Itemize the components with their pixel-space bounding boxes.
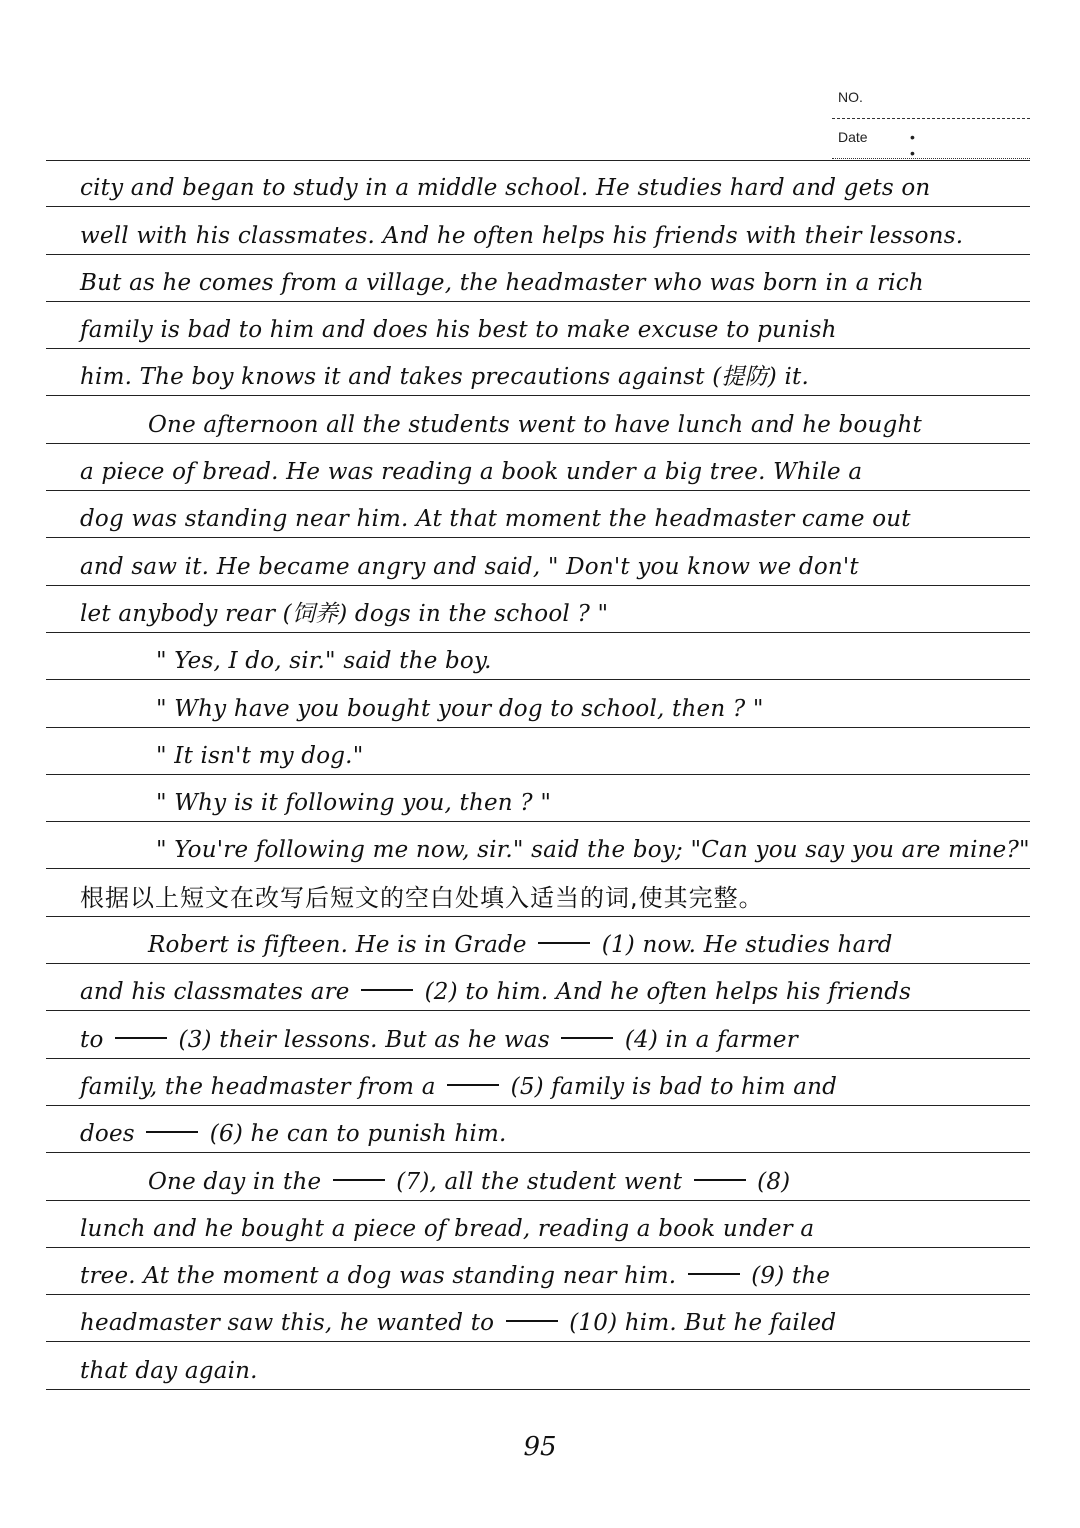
text-line (46, 1295, 1030, 1342)
line-text: a piece of bread. He was reading a book under a big tree. While a (80, 459, 863, 486)
line-text (80, 1026, 1022, 1054)
text-segment: (6) he can to punish him. (202, 1121, 507, 1148)
text-line (46, 491, 1030, 538)
date-dots: • • (910, 129, 953, 161)
line-text: " Why have you bought your dog to school, then ? " (156, 695, 764, 722)
line-text: dog was standing near him. At that moment the headmaster came out (80, 506, 911, 533)
answer-blank[interactable] (146, 1131, 198, 1133)
text-segment: (10) him. But he failed (561, 1310, 837, 1337)
line-text: 根据以上短文在改写后短文的空白处填入适当的词,使其完整。 (80, 883, 764, 912)
line-text: let anybody rear (饲养) dogs in the school ? " (80, 600, 609, 627)
text-line (46, 917, 1030, 964)
text-line (46, 1201, 1030, 1248)
date-field (832, 125, 1030, 165)
text-line (46, 396, 1030, 443)
line-text: But as he comes from a village, the headmaster who was born in a rich (80, 269, 924, 296)
answer-blank[interactable] (561, 1037, 613, 1039)
no-label: NO. (838, 89, 863, 105)
text-line (46, 302, 1030, 349)
text-line (46, 444, 1030, 491)
answer-blank[interactable] (333, 1179, 385, 1181)
line-text (80, 1073, 1022, 1101)
text-line (46, 349, 1030, 396)
text-line (46, 869, 1030, 916)
text-segment: headmaster saw this, he wanted to (80, 1310, 502, 1337)
text-line (46, 680, 1030, 727)
text-line (46, 1248, 1030, 1295)
line-text: him. The boy knows it and takes precautions against (提防) it. (80, 364, 809, 391)
answer-blank[interactable] (688, 1273, 740, 1275)
line-text (80, 1262, 1022, 1290)
answer-blank[interactable] (694, 1179, 746, 1181)
text-line (46, 728, 1030, 775)
text-segment: (9) the (743, 1263, 831, 1290)
answer-blank[interactable] (538, 942, 590, 944)
text-line (46, 1342, 1030, 1389)
line-text: " Why is it following you, then ? " (156, 790, 552, 817)
answer-blank[interactable] (506, 1320, 558, 1322)
text-segment: to (80, 1026, 112, 1053)
text-line (46, 964, 1030, 1011)
line-text: " You're following me now, sir." said the boy; "Can you say you are mine?" (156, 837, 1030, 864)
answer-blank[interactable] (115, 1037, 167, 1039)
line-text: " Yes, I do, sir." said the boy. (156, 648, 492, 675)
line-text: family is bad to him and does his best to make excuse to punish (80, 317, 837, 344)
line-text: and saw it. He became angry and said, " Don't you know we don't (80, 553, 859, 580)
text-segment: Robert is fifteen. He is in Grade (148, 932, 535, 959)
number-line (832, 118, 1030, 119)
text-segment: (4) in a farmer (617, 1026, 798, 1053)
date-label: Date (838, 129, 868, 145)
line-text (80, 1120, 1022, 1148)
text-line (46, 775, 1030, 822)
text-segment: does (80, 1121, 143, 1148)
line-text: One afternoon all the students went to have lunch and he bought (148, 411, 922, 438)
text-line (46, 255, 1030, 302)
text-line (46, 538, 1030, 585)
text-segment: (3) their lessons. But as he was (171, 1026, 558, 1053)
text-line (46, 160, 1030, 207)
line-text (148, 1168, 1022, 1196)
line-text: city and began to study in a middle school. He studies hard and gets on (80, 175, 931, 202)
answer-blank[interactable] (447, 1084, 499, 1086)
text-segment: and his classmates are (80, 979, 358, 1006)
text-segment: family, the headmaster from a (80, 1073, 444, 1100)
line-text: that day again. (80, 1357, 258, 1384)
number-field (832, 85, 1030, 125)
text-segment: One day in the (148, 1168, 329, 1195)
line-text (148, 931, 1022, 959)
text-line (46, 822, 1030, 869)
text-line (46, 586, 1030, 633)
text-line (46, 1011, 1030, 1058)
text-segment: (8) (749, 1168, 791, 1195)
date-line (832, 158, 1030, 159)
text-segment: (1) now. He studies hard (594, 932, 893, 959)
page-number: 95 (523, 1432, 557, 1462)
line-text: " It isn't my dog." (156, 742, 364, 769)
text-segment: (2) to him. And he often helps his friends (417, 979, 912, 1006)
line-text (80, 1309, 1022, 1337)
text-segment: (5) family is bad to him and (503, 1073, 838, 1100)
text-line (46, 1153, 1030, 1200)
text-line (46, 1106, 1030, 1153)
ruled-paper (46, 160, 1030, 1390)
line-text: well with his classmates. And he often helps his friends with their lessons. (80, 222, 964, 249)
text-segment: (7), all the student went (388, 1168, 690, 1195)
page-header (832, 85, 1030, 165)
line-text: lunch and he bought a piece of bread, reading a book under a (80, 1215, 815, 1242)
text-line (46, 207, 1030, 254)
text-line (46, 1059, 1030, 1106)
answer-blank[interactable] (361, 989, 413, 991)
text-segment: tree. At the moment a dog was standing near him. (80, 1263, 684, 1290)
line-text (80, 978, 1022, 1006)
text-line (46, 633, 1030, 680)
